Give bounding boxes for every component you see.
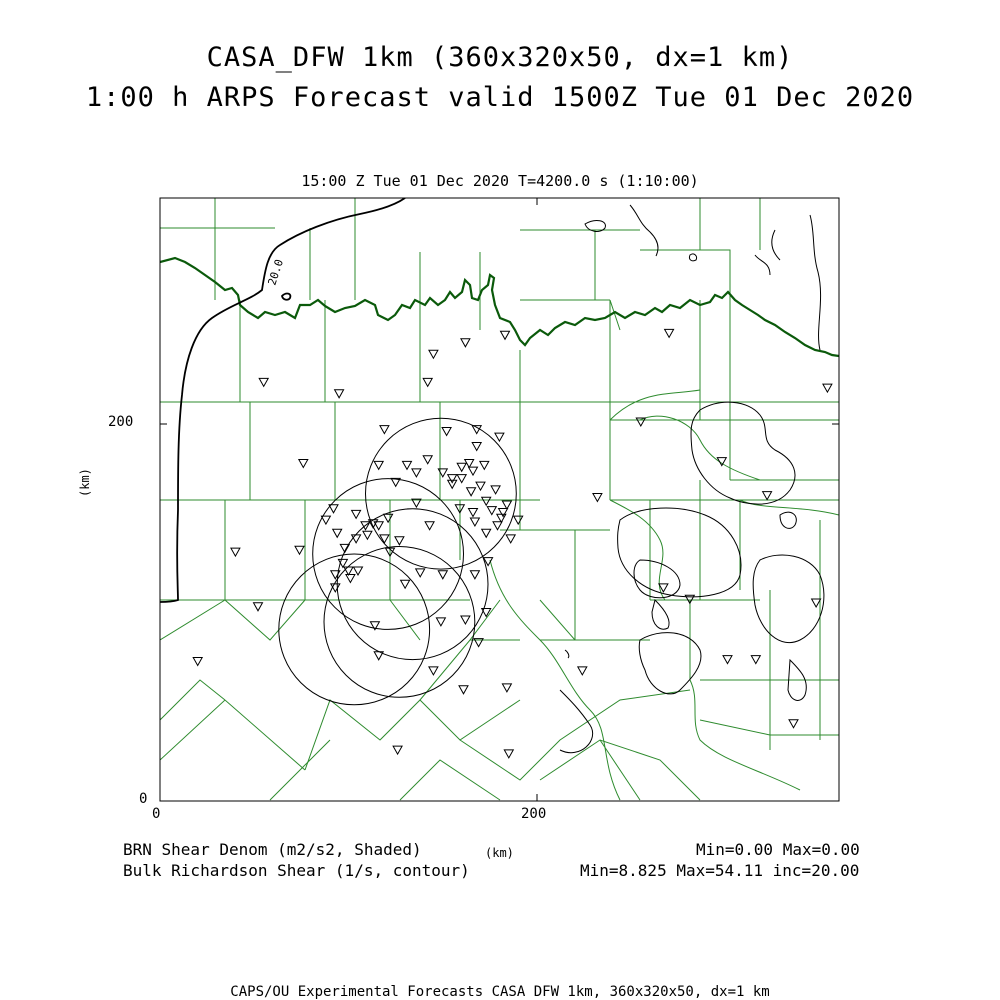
station-marker <box>384 514 393 522</box>
station-marker <box>457 475 466 483</box>
station-marker <box>363 531 372 539</box>
station-marker <box>416 569 425 577</box>
valid-time-subtitle: 15:00 Z Tue 01 Dec 2020 T=4200.0 s (1:10:00) <box>301 172 699 190</box>
station-marker <box>502 684 511 692</box>
station-marker <box>333 529 342 537</box>
station-marker <box>374 461 383 469</box>
station-marker <box>448 480 457 488</box>
y-tick-label-0: 0 <box>139 791 148 807</box>
radar-range-ring <box>366 418 517 569</box>
station-marker <box>467 488 476 496</box>
station-marker <box>497 514 506 522</box>
y-axis-unit-label: (km) <box>78 468 92 497</box>
station-marker <box>823 384 832 392</box>
shear-contours <box>160 198 824 753</box>
state-border <box>160 258 839 356</box>
station-marker <box>499 509 508 517</box>
station-marker <box>487 507 496 515</box>
station-marker <box>354 567 363 575</box>
station-marker <box>461 339 470 347</box>
station-marker <box>502 501 511 509</box>
station-marker <box>472 443 481 451</box>
x-tick-label-0: 0 <box>152 806 161 822</box>
station-marker <box>259 378 268 386</box>
station-marker <box>457 463 466 471</box>
station-marker <box>423 378 432 386</box>
station-marker <box>335 390 344 398</box>
station-marker <box>442 428 451 436</box>
title-line-1: CASA_DFW 1km (360x320x50, dx=1 km) <box>206 42 794 73</box>
station-marker <box>352 510 361 518</box>
x-axis-unit-label: (km) <box>485 846 514 860</box>
station-marker <box>514 516 523 524</box>
y-tick-label-200: 200 <box>108 414 134 430</box>
radar-range-ring <box>337 509 488 660</box>
station-marker <box>395 537 404 545</box>
legend-shaded-name: BRN Shear Denom (m2/s2, Shaded) <box>123 840 422 859</box>
station-marker <box>812 599 821 607</box>
station-marker <box>665 329 674 337</box>
station-marker <box>436 618 445 626</box>
station-marker <box>412 469 421 477</box>
x-tick-label-200: 200 <box>521 806 547 822</box>
footer-credit: CAPS/OU Experimental Forecasts CASA DFW 1km, 360x320x50, dx=1 km <box>230 984 770 1000</box>
station-marker <box>299 460 308 468</box>
station-marker <box>506 535 515 543</box>
station-marker <box>231 548 240 556</box>
station-marker <box>193 658 202 666</box>
station-marker <box>493 522 502 530</box>
station-marker <box>751 656 760 664</box>
legend-contour-name: Bulk Richardson Shear (1/s, contour) <box>123 861 470 880</box>
station-marker <box>403 461 412 469</box>
station-marker <box>448 475 457 483</box>
station-marker <box>504 750 513 758</box>
contour-value-label: 20.0 <box>265 257 287 287</box>
station-marker <box>789 720 798 728</box>
station-marker <box>393 746 402 754</box>
station-marker <box>593 494 602 502</box>
station-marker <box>469 509 478 517</box>
station-marker <box>470 571 479 579</box>
station-marker <box>423 456 432 464</box>
radar-range-ring <box>313 479 464 630</box>
station-marker <box>380 426 389 434</box>
station-marker <box>295 546 304 554</box>
legend-shaded-stats: Min=0.00 Max=0.00 <box>696 840 860 859</box>
station-marker <box>459 686 468 694</box>
station-marker <box>425 522 434 530</box>
station-marker <box>482 497 491 505</box>
station-marker <box>480 461 489 469</box>
station-marker <box>495 433 504 441</box>
station-marker <box>470 518 479 526</box>
river-boundaries <box>490 390 839 800</box>
station-marker <box>344 567 353 575</box>
station-marker <box>476 482 485 490</box>
station-marker <box>429 350 438 358</box>
title-line-2: 1:00 h ARPS Forecast valid 1500Z Tue 01 Dec 2020 <box>85 82 915 113</box>
station-marker <box>763 492 772 500</box>
station-marker <box>723 656 732 664</box>
station-marker <box>380 535 389 543</box>
legend-contour-stats: Min=8.825 Max=54.11 inc=20.00 <box>580 861 860 880</box>
station-marker <box>578 667 587 675</box>
station-marker <box>482 529 491 537</box>
station-marker <box>501 331 510 339</box>
station-marker <box>461 616 470 624</box>
station-marker <box>438 571 447 579</box>
station-marker <box>429 667 438 675</box>
station-marker <box>469 467 478 475</box>
station-marker <box>346 575 355 583</box>
station-marker <box>401 580 410 588</box>
station-marker <box>254 603 263 611</box>
station-marker <box>491 486 500 494</box>
